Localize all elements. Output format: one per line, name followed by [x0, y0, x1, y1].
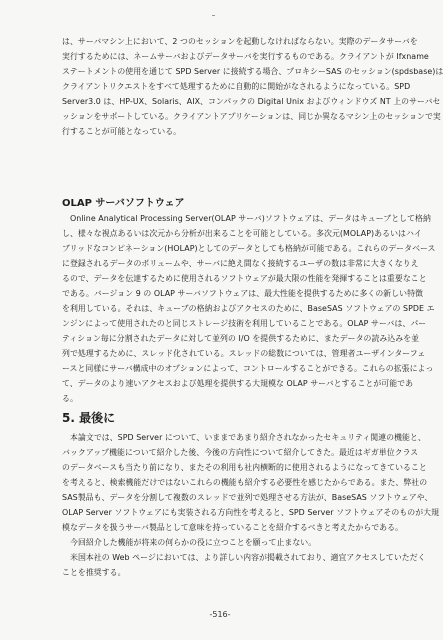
text-line: し、様々な視点あるいは次元から分析が出来ることを可能としている。多次元(MOLAP)あるいはハイ: [62, 229, 422, 238]
page-number: -516-: [209, 610, 231, 619]
paragraph-olap: [62, 211, 436, 406]
text-line: 列で処理するために、スレッド化されている。スレッドの総数については、管理者ユーザインターフェ: [62, 349, 426, 358]
text-line: は、サーバマシン上において、2 つのセッションを起動しなければならない。実際のデータサーバを: [62, 37, 418, 46]
section-heading-conclusion: 5. 最後に: [62, 411, 116, 425]
text-line: に登録されるデータのボリュームや、サーバに絶え間なく接続するユーザの数は非常に大きくなりえ: [62, 259, 419, 268]
text-line: ブリッドなコンピネーション(HOLAP)としてのデータとしても格納が可能である。これらのデータベース: [62, 244, 436, 253]
text-line: 実行するためには、ネームサーバおよびデータサーバを実行するものである。クライアントが Ifxname: [62, 52, 429, 61]
text-line: 模なデータを扱うサーバ製品として意味を持っていることを紹介するべきと考えたからである。: [62, 523, 403, 532]
text-line: クライアントリクエストをすべて処理するために自動的に開始がなされるようになっている。SPD: [62, 82, 411, 91]
text-line: 今回紹介した機能が将来の何らかの役に立つことを願って止まない。: [70, 538, 317, 547]
scan-mark: [212, 15, 215, 16]
text-line: を考えると、検索機能だけではないこれらの機能も紹介する必要性を感じたからである。また、弊社の: [62, 478, 428, 487]
text-line: ことを推奨する。: [62, 568, 126, 577]
text-line: ステートメントの使用を通じて SPD Server に接続する場合、プロキシーSAS のセッション(spdsbase)は: [62, 67, 443, 76]
text-line: SAS製品も、データを分割して複数のスレッドで並列で処理させる方法が、BaseSAS ソフトウェアや、: [62, 493, 433, 502]
text-line: て、データのより速いアクセスおよび処理を提供する大規模な OLAP サーバとすることが可能であ: [62, 379, 414, 388]
text-line: ッションをサポートしている。クライアントアプリケーションは、同じか異なるマシン上のセッションで実: [62, 112, 441, 121]
text-line: ースと同様にサーバ構成中のオプションによって、コントロールすることができる。これらの拡張によっ: [62, 364, 434, 373]
text-line: 行することが可能となっている。: [62, 127, 182, 136]
text-line: る。: [62, 394, 78, 403]
text-line: 本論文では、SPD Server について、いままであまり紹介されなかったセキュリティ関連の機能と、: [70, 433, 426, 442]
text-line: バックアップ機能について紹介した後、今後の方向性について紹介してきた。最近はギガ単位クラス: [62, 448, 419, 457]
text-line: Server3.0 は、HP-UX、Solaris、AIX、コンパックの Digital Unix およびウィンドウズ NT 上のサーバセ: [62, 97, 441, 106]
text-line: るので、データを伝達するために使用されるソフトウェアが最大限の性能を発揮することは重要なこと: [62, 274, 427, 283]
text-line: ティション毎に分割されたデータに対して並列の I/O を提供するために、またデータの読み込みを並: [62, 334, 420, 343]
section-heading-olap: OLAP サーバソフトウェア: [62, 198, 185, 209]
text-line: 米国本社の Web ページにおいては、より詳しい内容が掲載されており、適宜アクセスしていただく: [70, 553, 426, 562]
text-line: である。バージョン 9 の OLAP サーバソフトウェアは、最大性能を提供するために多くの新しい特徴: [62, 289, 423, 298]
text-line: ンジンによって使用されたのと同じストレージ技術を利用していることである。OLAP サーバは、パー: [62, 319, 427, 328]
text-line: を利用している。それは、キューブの格納およびアクセスのために、BaseSAS ソフトウェアの SPDE エ: [62, 304, 435, 313]
paragraph-conclusion: [62, 430, 440, 580]
paragraph-spd-server: [62, 34, 443, 139]
text-line: Online Analytical Processing Server(OLAP サーバ)ソフトウェアは、データはキューブとして格納: [70, 214, 431, 223]
text-line: OLAP Server ソフトウェアにも実装される方向性を考えると、SPD Server ソフトウェアそのものが大規: [62, 508, 440, 517]
text-line: のデータベースも当たり前になり、またその利用も社内横断的に使用されるようになってきていること: [62, 463, 427, 472]
